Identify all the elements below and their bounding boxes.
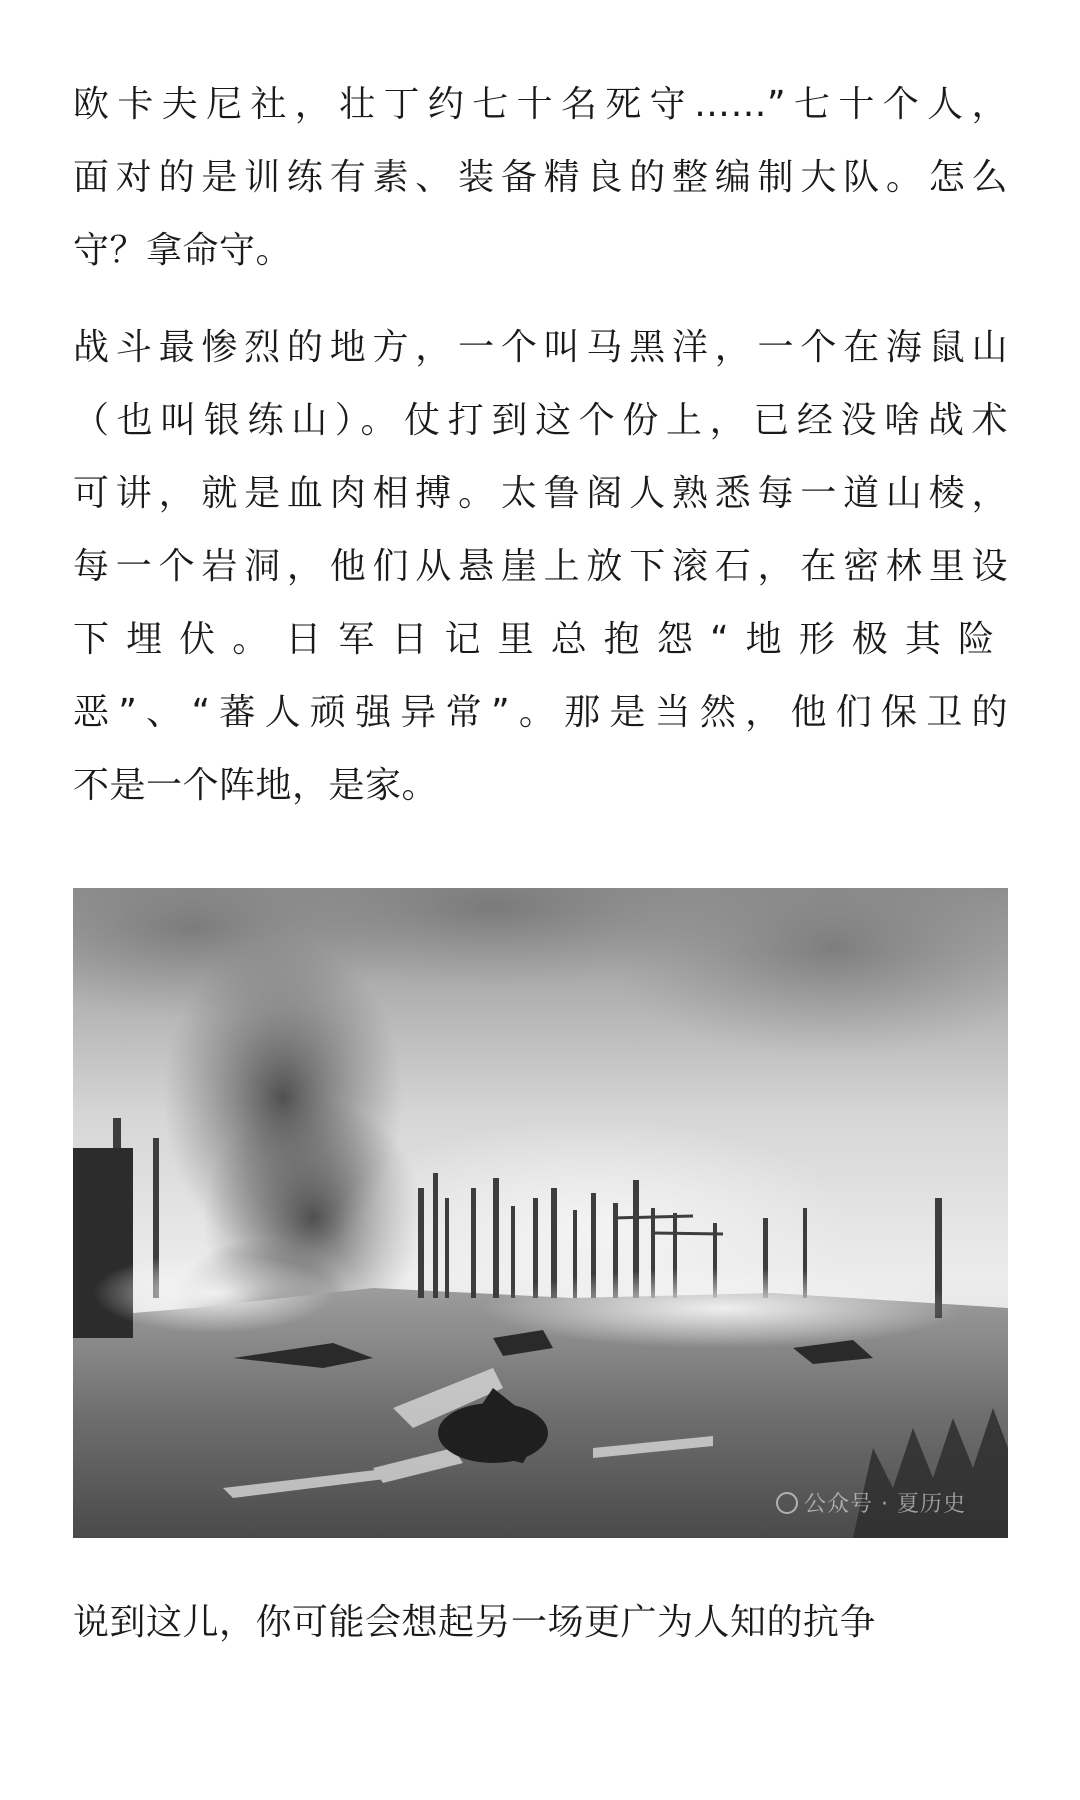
paragraph-line: （也叫银练山）。仗打到这个份上，已经没啥战术 [73,400,1008,441]
photo-watermark [776,1487,966,1518]
paragraph-line: 不是一个阵地，是家。 [73,765,439,806]
paragraph-line: 战斗最惨烈的地方，一个叫马黑洋，一个在海鼠山 [73,327,1008,368]
paragraph-line: 下埋伏。日军日记里总抱怨“地形极其险 [73,619,1008,660]
paragraph-line: 恶”、“蕃人顽强异常”。那是当然，他们保卫的 [73,692,1008,733]
paragraph-2 [73,311,1008,822]
battlefield-photo[interactable] [73,888,1008,1538]
article-body [73,68,1008,1659]
photo-watermark-text: 公众号 · 夏历史 [804,1492,966,1517]
paragraph-1 [73,68,1008,287]
paragraph-line: 可讲，就是血肉相搏。太鲁阁人熟悉每一道山棱， [73,473,1008,514]
paragraph-line: 欧卡夫尼社，壮丁约七十名死守……”七十个人， [73,84,1008,125]
paragraph-3 [73,1586,1008,1659]
paragraph-line: 每一个岩洞，他们从悬崖上放下滚石，在密林里设 [73,546,1008,587]
paragraph-line: 守？拿命守。 [73,230,293,271]
paragraph-line: 面对的是训练有素、装备精良的整编制大队。怎么 [73,157,1008,198]
wechat-icon [776,1492,798,1514]
paragraph-line: 说到这儿，你可能会想起另一场更广为人知的抗争 [73,1602,877,1643]
